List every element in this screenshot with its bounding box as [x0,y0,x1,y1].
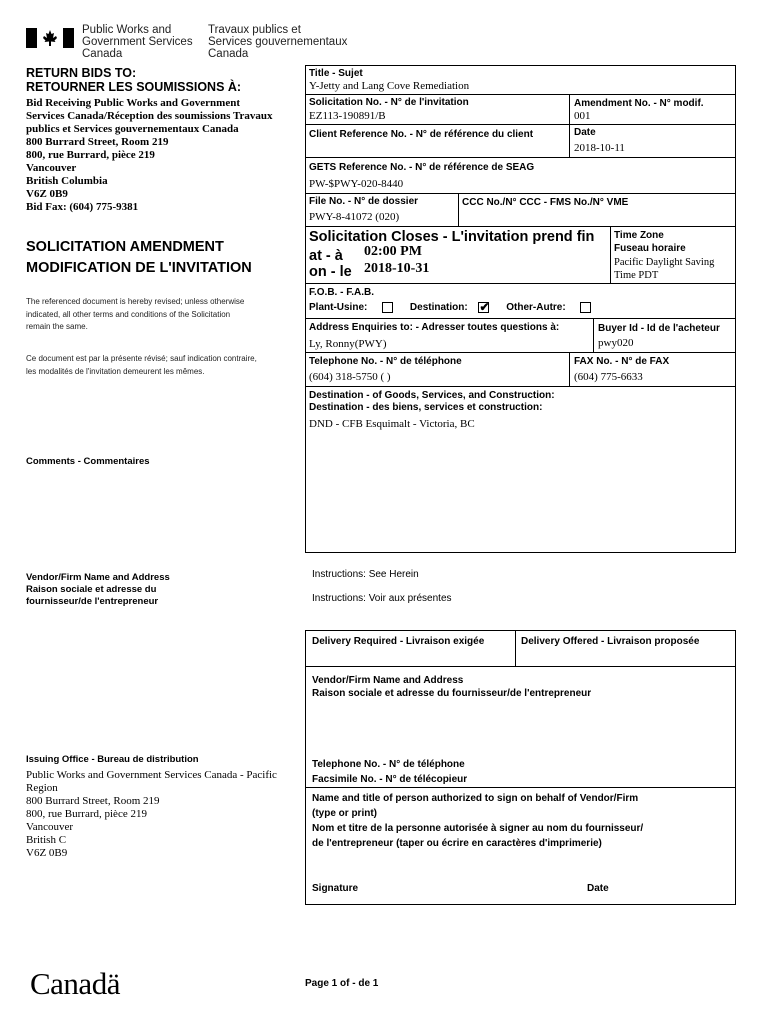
gets-reference-label: GETS Reference No. - N° de référence de SEAG [309,162,535,173]
other-autre-checkbox[interactable] [580,302,591,313]
other-autre-label: Other-Autre: [506,302,566,314]
bid-fax-line: Bid Fax: (604) 775-9381 [26,201,139,213]
check-icon: ✔ [479,300,490,314]
date-label: Date [574,127,596,138]
authorized-person-label: Name and title of person authorized to sign on behalf of Vendor/Firm (type or print) Nom et titre de la personne autorisée à signer au nom du fournisseur/ de l'entrepreneur (taper ou écrire en caractères d'imprimerie) [312,793,644,849]
closes-at-label: at - à [309,248,343,264]
vendor-firm-label: Vendor/Firm Name and Address Raison sociale et adresse du fournisseur/de l'entrepreneur [312,675,592,699]
instructions-fr: Instructions: Voir aux présentes [312,593,452,604]
dept-name-en-1: Public Works and [82,24,172,36]
issuing-office-label: Issuing Office - Bureau de distribution [26,754,199,765]
return-address-line: Bid Receiving Public Works and Government [26,97,241,109]
address-enquiries-value: Ly, Ronny(PWY) [309,338,387,350]
title-label: Title - Sujet [309,68,363,79]
amendment-no-label: Amendment No. - N° modif. [574,98,704,109]
signature-label: Signature [312,883,359,894]
comments-label: Comments - Commentaires [26,456,150,467]
return-bids-heading-en: RETURN BIDS TO: [26,66,137,80]
vendor-telephone-label: Telephone No. - N° de téléphone [312,759,465,770]
return-address-line: V6Z 0B9 [26,188,68,200]
amendment-note-en: The referenced document is hereby revised; unless otherwise indicated, all other terms and conditions of the Solicitation remain the same. [26,297,245,331]
address-enquiries-label: Address Enquiries to: - Adresser toutes questions à: [309,322,560,333]
time-zone-label: Time Zone Fuseau horaire [614,230,686,254]
title-value: Y-Jetty and Lang Cove Remediation [309,80,470,92]
canada-flag-icon [26,28,74,48]
date-value: 2018-10-11 [574,142,625,154]
dept-name-en-2: Government Services [82,36,193,48]
instructions-en: Instructions: See Herein [312,569,419,580]
gets-reference-value: PW-$PWY-020-8440 [309,178,404,190]
amendment-title-fr: MODIFICATION DE L'INVITATION [26,260,252,276]
return-address-line: Vancouver [26,162,77,174]
dept-name-fr-3: Canada [208,48,249,60]
closes-at-value: 02:00 PM [364,244,422,259]
return-address-line: British Columbia [26,175,108,187]
destination-of-goods-label: Destination - of Goods, Services, and Construction: Destination - des biens, services et construction: [309,390,555,413]
issuing-office [26,754,296,860]
return-address-line: 800, rue Burrard, pièce 219 [26,149,155,161]
telephone-label: Telephone No. - N° de téléphone [309,356,462,367]
destination-of-goods-value: DND - CFB Esquimalt - Victoria, BC [309,418,475,430]
return-bids-heading-fr: RETOURNER LES SOUMISSIONS À: [26,80,242,94]
closes-on-label: on - le [309,264,352,280]
vendor-address-label: Vendor/Firm Name and Address Raison sociale et adresse du fournisseur/de l'entrepreneur [26,572,170,607]
dept-name-en-3: Canada [82,48,123,60]
signature-date-label: Date [587,883,609,894]
page-number: Page 1 of - de 1 [305,978,379,989]
vendor-facsimile-label: Facsimile No. - N° de télécopieur [312,774,468,785]
plant-usine-checkbox[interactable] [382,302,393,313]
amendment-title-en: SOLICITATION AMENDMENT [26,239,224,255]
telephone-value: (604) 318-5750 ( ) [309,371,391,383]
dept-name-fr-2: Services gouvernementaux [208,36,348,48]
issuing-address-line: 800 Burrard Street, Room 219 [26,795,160,807]
time-zone-value: Pacific Daylight Saving Time PDT [614,257,715,281]
file-no-value: PWY-8-41072 (020) [309,211,400,223]
ccc-no-label: CCC No./N° CCC - FMS No./N° VME [462,197,629,208]
destination-checkbox[interactable] [478,302,489,313]
fax-value: (604) 775-6633 [574,371,643,383]
fax-label: FAX No. - N° de FAX [574,356,670,367]
issuing-address-line: V6Z 0B9 [26,847,68,859]
issuing-address-line: Public Works and Government Services Canada - Pacific [26,769,277,781]
issuing-address-line: 800, rue Burrard, pièce 219 [26,808,147,820]
delivery-offered-label: Delivery Offered - Livraison proposée [521,636,700,647]
amendment-note-fr: Ce document est par la présente révisé; sauf indication contraire, les modalités de l'invitation demeurent les mêmes. [26,354,257,376]
solicitation-closes-label: Solicitation Closes - L'invitation prend fin [309,229,595,245]
solicitation-no-value: EZ113-190891/B [309,110,386,122]
canada-wordmark: Canadä [30,966,120,1001]
return-bids-section [26,66,291,214]
return-address-line: Services Canada/Réception des soumissions Travaux [26,110,273,122]
file-no-label: File No. - N° de dossier [309,196,419,207]
solicitation-no-label: Solicitation No. - N° de l'invitation [309,97,469,108]
issuing-address-line: Vancouver [26,821,74,833]
return-address-line: 800 Burrard Street, Room 219 [26,136,169,148]
issuing-address-line: Region [26,782,58,794]
closes-on-value: 2018-10-31 [364,261,430,276]
plant-usine-label: Plant-Usine: [309,302,368,314]
issuing-address-line: British C [26,834,67,846]
buyer-id-value: pwy020 [598,337,634,349]
government-header [26,24,356,64]
buyer-id-label: Buyer Id - Id de l'acheteur [598,323,720,334]
destination-label: Destination: [409,302,468,314]
delivery-required-label: Delivery Required - Livraison exigée [312,636,485,647]
return-address-line: publics et Services gouvernementaux Canada [26,123,239,135]
dept-name-fr-1: Travaux publics et [208,24,301,36]
amendment-no-value: 001 [574,110,591,122]
fob-label: F.O.B. - F.A.B. [309,287,374,298]
fob-options [309,302,591,313]
amendment-title [26,237,296,279]
client-reference-label: Client Reference No. - N° de référence du client [309,129,534,140]
